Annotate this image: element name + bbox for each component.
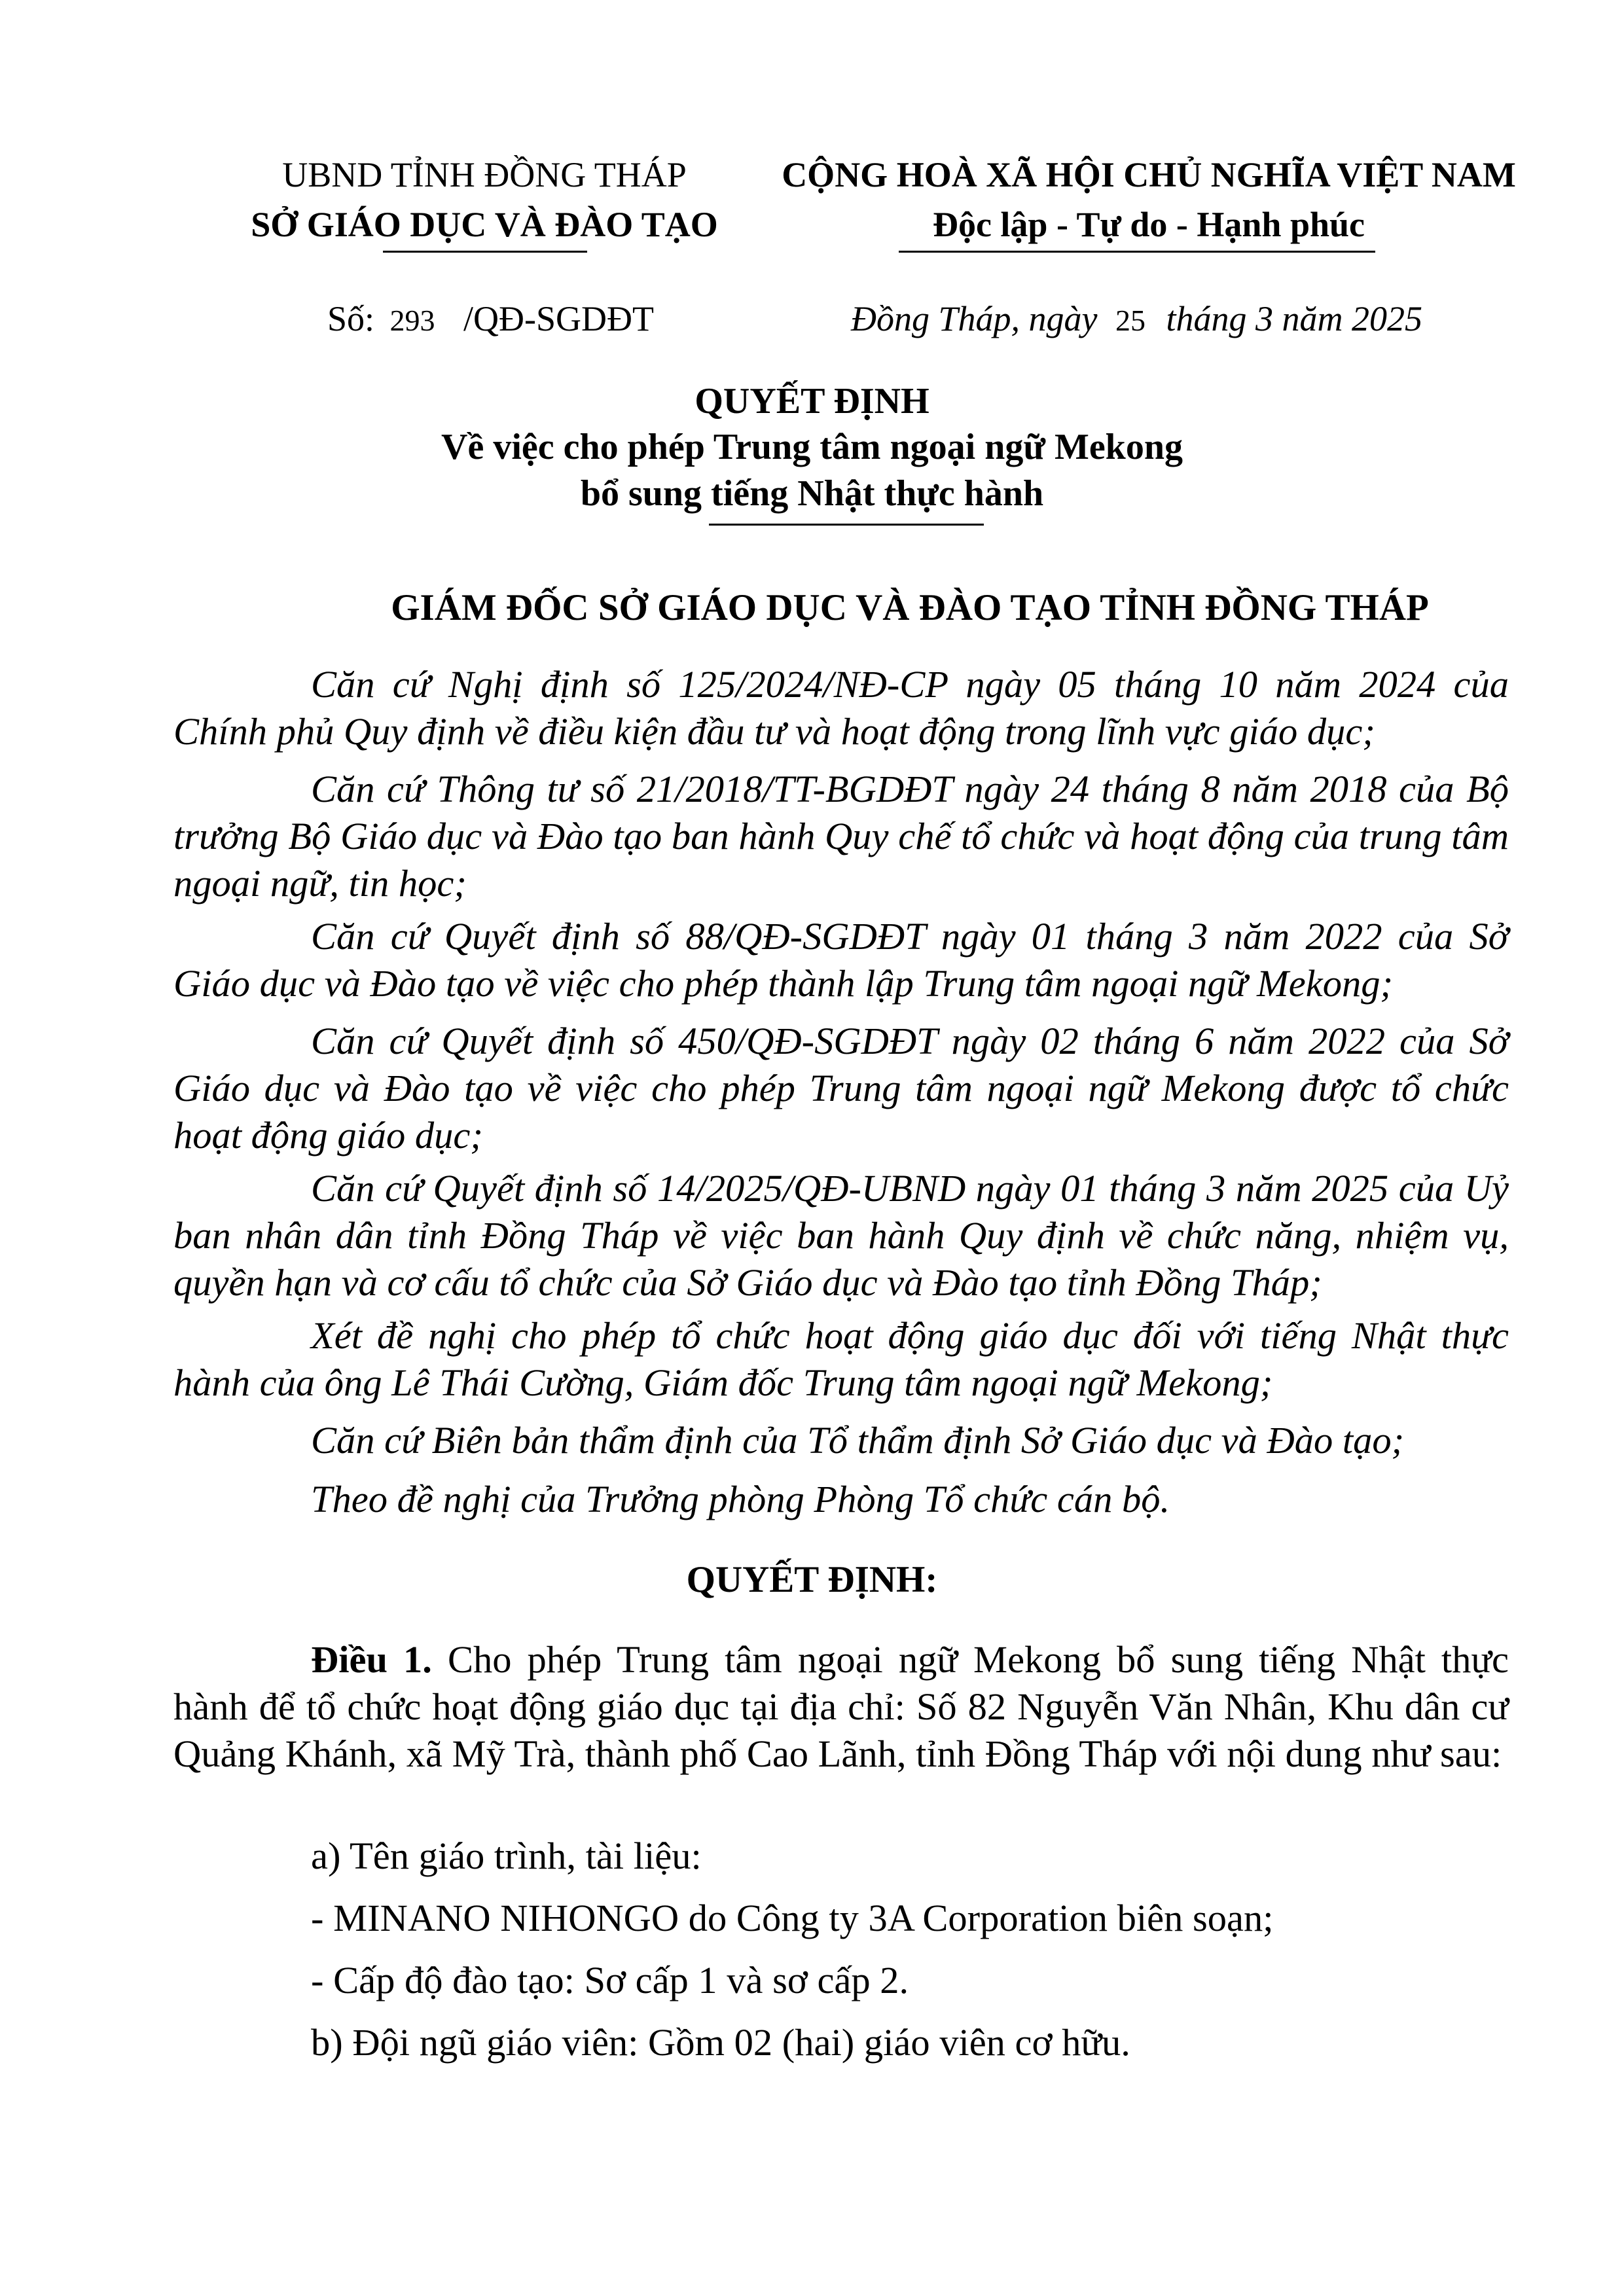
article-1-text: Cho phép Trung tâm ngoại ngữ Mekong bổ sung tiếng Nhật thực hành để tổ chức hoạt động giáo dục tại địa chỉ: Số 82 Nguyễn Văn Nhân, Khu dân cư Quảng Khánh, xã Mỹ Trà, thành phố Cao Lãnh, tỉnh Đồng Tháp với nội dung như sau: (173, 1638, 1509, 1775)
agency-name: SỞ GIÁO DỤC VÀ ĐÀO TẠO (251, 205, 718, 244)
article-1-item-a2: - Cấp độ đào tạo: Sơ cấp 1 và sơ cấp 2. (311, 1959, 909, 2001)
date-suffix: tháng 3 năm 2025 (1166, 299, 1422, 338)
decision-subject-line2: bổ sung tiếng Nhật thực hành (580, 473, 1044, 514)
legal-basis-1: Căn cứ Nghị định số 125/2024/NĐ-CP ngày 05 tháng 10 năm 2024 của Chính phủ Quy định về điều kiện đầu tư và hoạt động trong lĩnh vực giáo dục; (173, 663, 1509, 753)
issuing-authority: GIÁM ĐỐC SỞ GIÁO DỤC VÀ ĐÀO TẠO TỈNH ĐỒNG THÁP (391, 587, 1429, 628)
article-1-item-b: b) Đội ngũ giáo viên: Gồm 02 (hai) giáo viên cơ hữu. (311, 2021, 1130, 2064)
article-1-item-a1: - MINANO NIHONGO do Công ty 3A Corporation biên soạn; (311, 1897, 1274, 1939)
document-date (851, 301, 1422, 336)
legal-basis-8: Theo đề nghị của Trưởng phòng Phòng Tổ chức cán bộ. (311, 1478, 1170, 1520)
title-underline (709, 524, 984, 526)
date-prefix: Đồng Tháp, ngày (851, 299, 1098, 338)
decision-subject-line1: Về việc cho phép Trung tâm ngoại ngữ Mekong (441, 427, 1183, 467)
number-label: Số: (327, 299, 375, 338)
number-suffix: /QĐ-SGDĐT (463, 299, 655, 338)
article-1 (173, 1636, 1509, 1778)
date-day: 25 (1115, 304, 1146, 337)
national-title: CỘNG HOÀ XÃ HỘI CHỦ NGHĨA VIỆT NAM (782, 155, 1516, 194)
legal-basis-7: Căn cứ Biên bản thẩm định của Tổ thẩm định Sở Giáo dục và Đào tạo; (311, 1419, 1405, 1462)
legal-basis-2: Căn cứ Thông tư số 21/2018/TT-BGDĐT ngày 24 tháng 8 năm 2018 của Bộ trưởng Bộ Giáo dục và Đào tạo ban hành Quy chế tổ chức và hoạt động của trung tâm ngoại ngữ, tin học; (173, 768, 1509, 905)
decision-heading: QUYẾT ĐỊNH: (686, 1559, 938, 1600)
article-1-label: Điều 1. (311, 1638, 432, 1681)
legal-basis-4: Căn cứ Quyết định số 450/QĐ-SGDĐT ngày 02 tháng 6 năm 2022 của Sở Giáo dục và Đào tạo về việc cho phép Trung tâm ngoại ngữ Mekong được tổ chức hoạt động giáo dục; (173, 1020, 1509, 1157)
number-value: 293 (389, 304, 435, 337)
agency-parent: UBND TỈNH ĐỒNG THÁP (282, 155, 687, 194)
legal-basis-6: Xét đề nghị cho phép tổ chức hoạt động giáo dục đối với tiếng Nhật thực hành của ông Lê Thái Cường, Giám đốc Trung tâm ngoại ngữ Mekong; (173, 1314, 1509, 1404)
agency-underline (383, 251, 587, 253)
article-1-item-a: a) Tên giáo trình, tài liệu: (311, 1835, 702, 1877)
document-number (327, 301, 654, 336)
legal-basis-3: Căn cứ Quyết định số 88/QĐ-SGDĐT ngày 01 tháng 3 năm 2022 của Sở Giáo dục và Đào tạo về việc cho phép thành lập Trung tâm ngoại ngữ Mekong; (173, 915, 1509, 1005)
decision-title: QUYẾT ĐỊNH (695, 381, 929, 422)
motto-underline (899, 251, 1375, 253)
legal-basis-5: Căn cứ Quyết định số 14/2025/QĐ-UBND ngày 01 tháng 3 năm 2025 của Uỷ ban nhân dân tỉnh Đồng Tháp về việc ban hành Quy định về chức năng, nhiệm vụ, quyền hạn và cơ cấu tổ chức của Sở Giáo dục và Đào tạo tỉnh Đồng Tháp; (173, 1167, 1509, 1304)
national-motto: Độc lập - Tự do - Hạnh phúc (932, 205, 1365, 244)
